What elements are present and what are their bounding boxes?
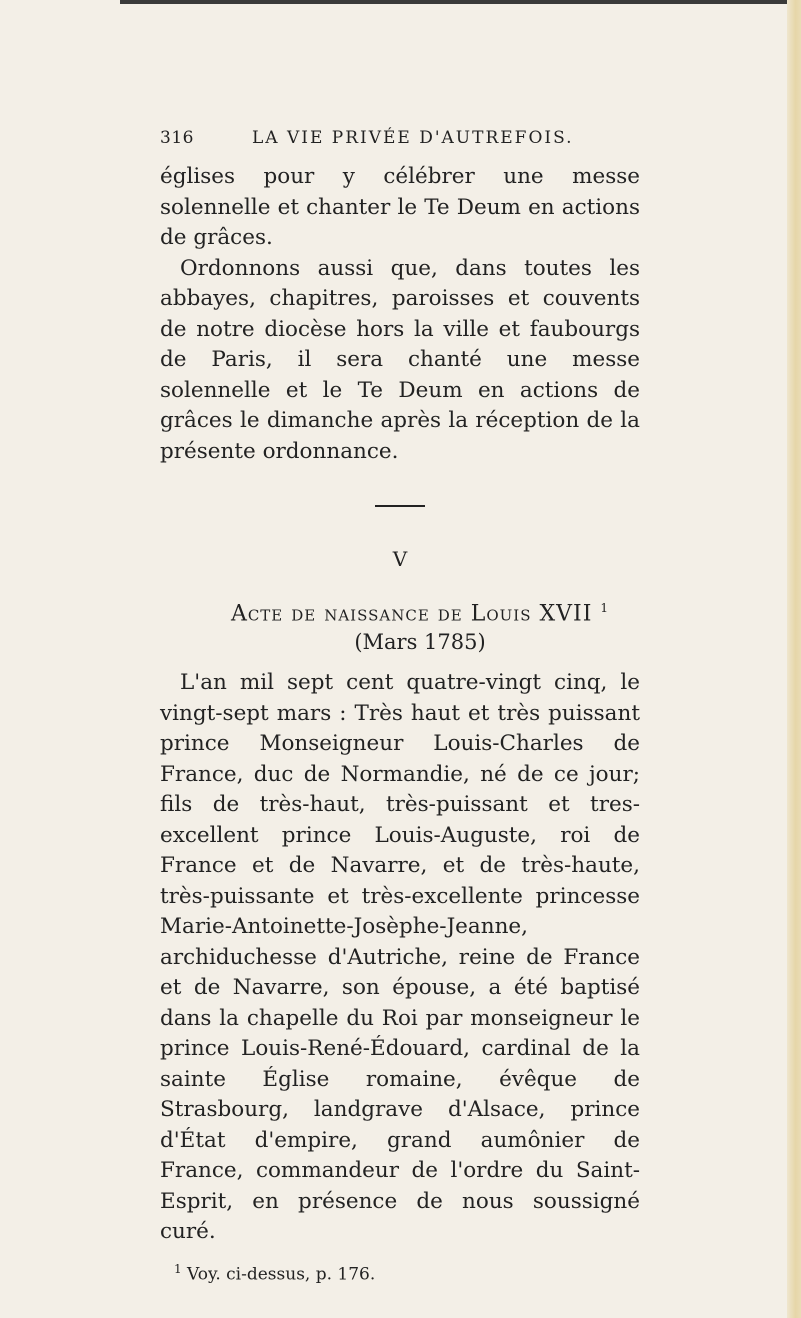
running-title: LA VIE PRIVÉE D'AUTREFOIS. [252,128,574,148]
running-head [160,128,640,148]
section-divider [375,505,425,507]
page-number: 316 [160,128,194,148]
footnote-text: Voy. ci-dessus, p. 176. [187,1264,376,1285]
footnote-reference: 1 [600,601,610,615]
section-title [200,601,640,626]
paragraph-1: églises pour y célébrer une messe solennelle et chanter le Te Deum en actions de grâces. [160,164,640,250]
act-text: L'an mil sept cent quatre-vingt cinq, le vingt-sept mars : Très haut et très puissant prince Monseigneur Louis-Charles de France, duc de Normandie, né de ce jour; fils de très-haut, très-puissant et tres-excellent prince Louis-Auguste, roi de France et de Navarre, et de très-haute, très-puissante et très-excellente princesse Marie-Antoinette-Josèphe-Jeanne, archiduchesse d'Autriche, reine de France et de Navarre, son épouse, a été baptisé dans la chapelle du Roi par monseigneur le prince Louis-René-Édouard, cardinal de la sainte Église romaine, évêque de Strasbourg, landgrave d'Alsace, prince d'État d'empire, grand aumônier de France, commandeur de l'ordre du Saint-Esprit, en présence de nous soussigné curé. [160,670,640,1245]
section-title-text: Acte de naissance de Louis XVII [230,601,593,627]
top-rule [120,0,801,4]
section-date: (Mars 1785) [354,630,486,655]
footnote-marker: 1 [174,1261,182,1276]
section-numeral: V [392,547,408,571]
page-edge [787,0,801,1318]
footnote [160,1262,640,1285]
paragraph-2: Ordonnons aussi que, dans toutes les abbayes, chapitres, paroisses et couvents de notre diocèse hors la ville et faubourgs de Paris, il sera chanté une messe solennelle et le Te Deum en actions de grâces le dimanche après la réception de la présente ordonnance. [160,255,640,464]
book-page [160,128,640,1284]
